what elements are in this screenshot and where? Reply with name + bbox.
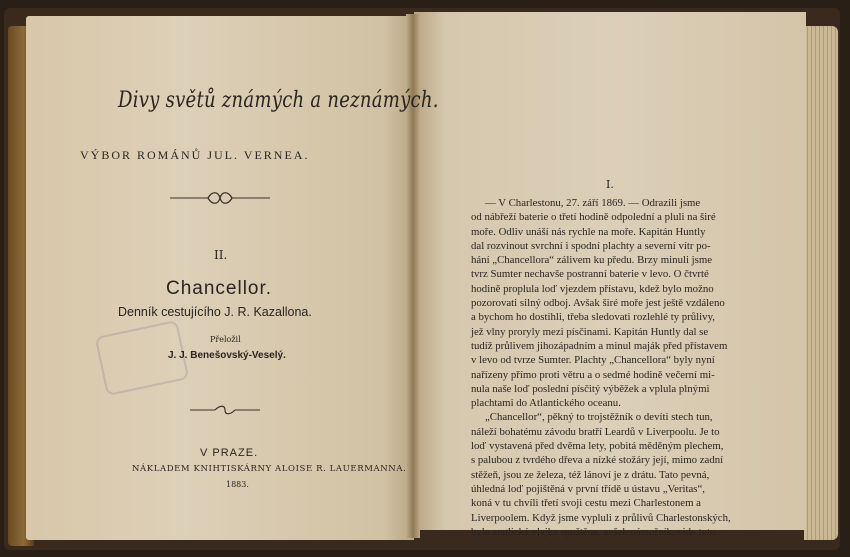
text-line: Liverpoolem. Když jsme vypluli z průlivů Charlestonských,: [471, 511, 731, 524]
text-line: hodině proplula loď vjezdem přístavu, kdež bylo možno: [471, 282, 714, 295]
chapter-text: [471, 196, 759, 539]
text-line: náleží bohatému závodu bratří Leardů v Liverpoolu. Je to: [471, 425, 720, 438]
small-ornament-icon: [190, 404, 260, 416]
text-line: stěžeň, jsou ze železa, též lánoví je z drátu. Tato pevná,: [471, 468, 710, 481]
publisher: NÁKLADEM KNIHTISKÁRNY ALOISE R. LAUERMANNA.: [132, 464, 407, 474]
text-line: dal rozvinout svrchní i spodní plachty a severní vítr po-: [471, 239, 711, 252]
volume-number: II.: [214, 248, 228, 262]
text-line: pozorovati silný odboj. Avšak širé moře jest ještě vzdáleno: [471, 297, 725, 310]
translator-name: J. J. Benešovský-Veselý.: [168, 350, 286, 361]
text-line: moře. Odliv unáší nás rychle na moře. Kapitán Huntly: [471, 225, 706, 238]
series-title: VÝBOR ROMÁNŮ JUL. VERNEA.: [80, 148, 310, 162]
text-line: v levo od tvrze Sumter. Plachty „Chancellora“ byly nyní: [471, 354, 715, 367]
publication-year: 1883.: [226, 480, 249, 489]
page-edges: [804, 26, 838, 540]
text-line: od nábřeží baterie o třetí hodině odpolední a pluli na širé: [471, 211, 716, 224]
text-line: plachtami do Atlantického oceanu.: [471, 397, 621, 410]
translator-label: Přeložil: [210, 335, 241, 344]
text-line: jež vlny proryly mezi písčinami. Kapitán Huntly dal se: [471, 325, 709, 338]
text-line: koná v tu chvíli třetí svoji cestu mezi Charlestonem a: [471, 497, 701, 510]
text-line: hání „Chancellora“ zálivem ku předu. Brzy minuli jsme: [471, 254, 713, 267]
text-line: nula naše loď poslední písčitý výběžek a vplula plnými: [471, 382, 710, 395]
text-line: — V Charlestonu, 27. září 1869. — Odrazili jsme: [485, 197, 701, 209]
text-line: úhledná loď pojištěná v první třídě u ústavu „Veritas“,: [471, 482, 705, 495]
text-line: s palubou z tvrdého dřeva a nízké stožáry její, mimo zadní: [471, 454, 724, 467]
text-line: byla anglická vlajka spuštěna, avšak námořník, vida tuto: [471, 525, 716, 538]
text-line: „Chancellor“, pěkný to trojstěžník o devíti stech tun,: [485, 411, 713, 424]
text-line: a bychom ho dostihli, třeba sledovati rozlehlé ty průlivy,: [471, 311, 715, 324]
ornament-divider-icon: [170, 190, 270, 206]
chapter-number: I.: [606, 178, 614, 191]
publication-place: V PRAZE.: [200, 447, 259, 459]
work-subtitle: Denník cestujícího J. R. Kazallona.: [118, 305, 312, 319]
text-line: nařízeny přímo proti větru a o sedmé hodině večerní mi-: [471, 368, 715, 381]
work-title: Chancellor.: [166, 278, 273, 299]
text-line: tudíž průlivem jihozápadním a minul maják před přístavem: [471, 339, 728, 352]
text-line: tvrz Sumter nechavše postranní baterie v levo. O čtvrté: [471, 268, 709, 281]
book-title: Divy světů známých a neznámých.: [118, 88, 439, 113]
text-line: loď vystavená před dvěma lety, pobitá měděným plechem,: [471, 440, 724, 453]
